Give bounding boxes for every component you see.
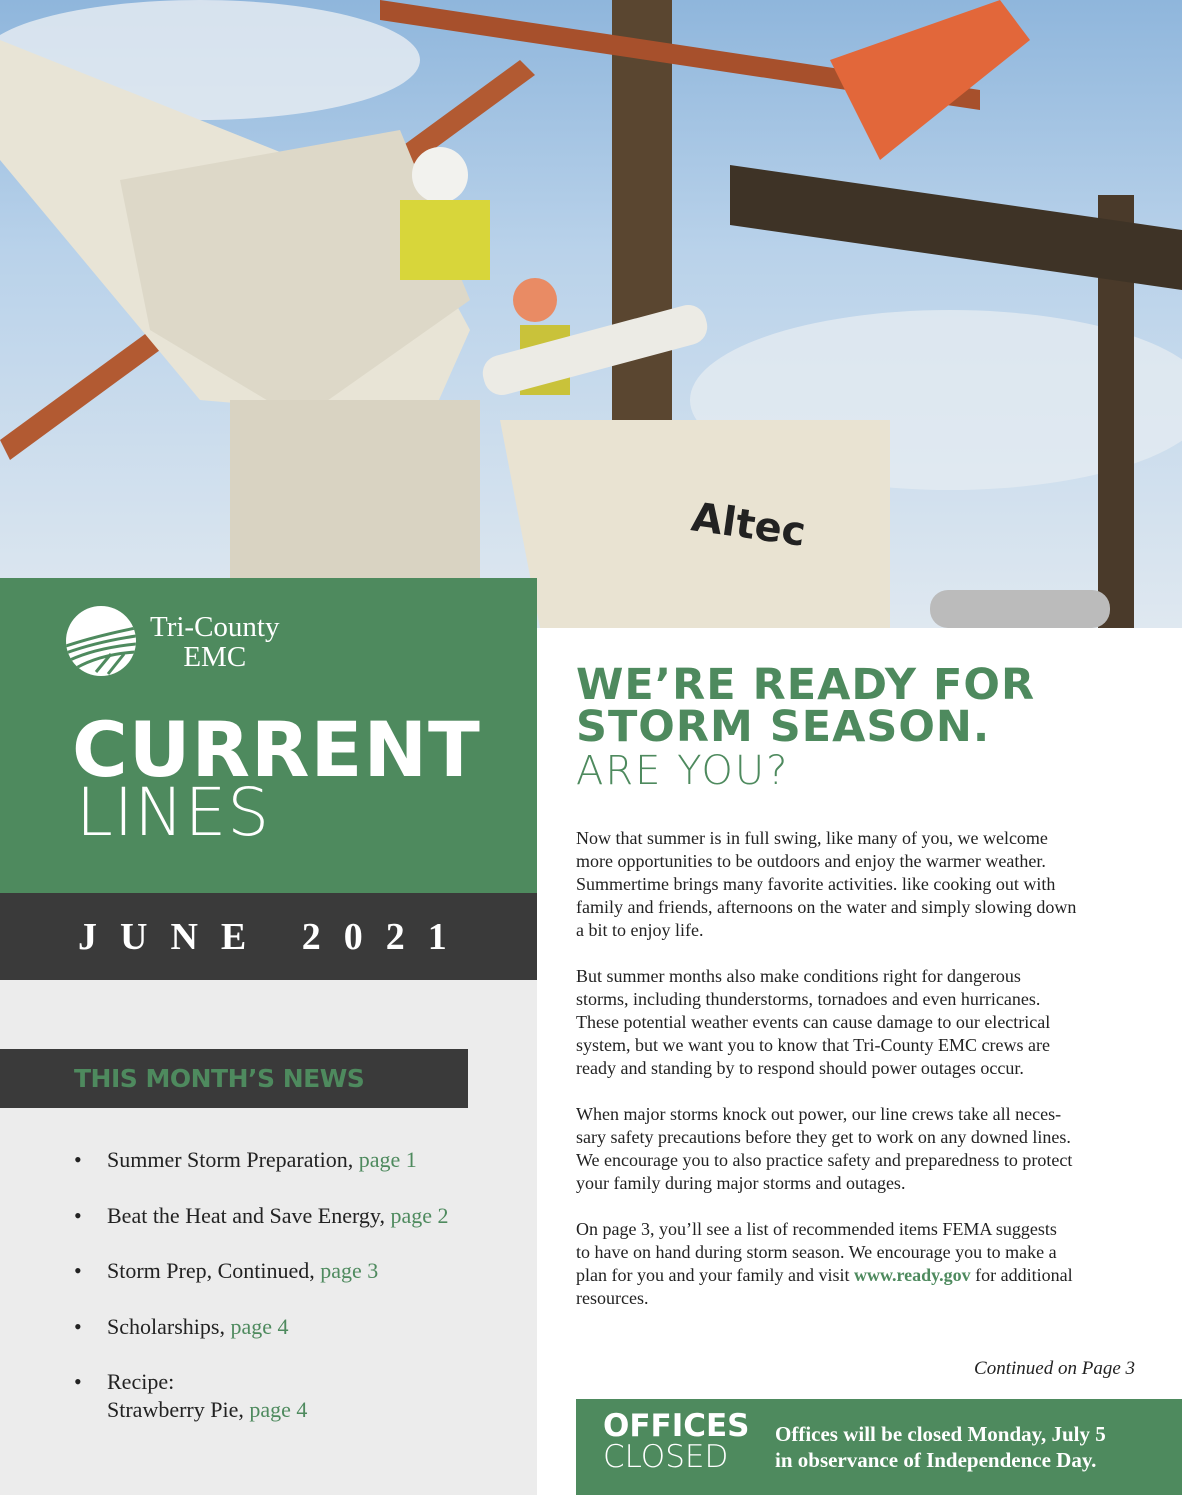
text-line: ready and standing by to respond should power outages occur. [576,1058,1024,1078]
text-line: your family during major storms and outages. [576,1173,906,1193]
paragraph-2 [576,965,1156,1080]
page-link[interactable]: page 2 [390,1202,449,1228]
newsletter-title-bold: CURRENT [72,705,481,794]
headline-line: WE’RE READY FOR [576,660,1036,710]
org-name [150,612,279,672]
text-line: to have on hand during storm season. We encourage you to make a [576,1242,1057,1262]
article-body [576,827,1156,1333]
text-line: family and friends, afternoons on the water and simply slowing down [576,897,1077,917]
news-item: • Scholarships, page 4 [74,1313,449,1341]
org-name-line2: EMC [183,641,247,673]
page-link[interactable]: page 4 [249,1397,308,1422]
paragraph-4 [576,1218,1156,1310]
news-item: • Summer Storm Preparation, page 1 [74,1146,449,1174]
news-list [74,1146,449,1452]
offices-title-bold: OFFICES [603,1408,750,1444]
text-line: These potential weather events can cause damage to our electrical [576,1012,1051,1032]
offices-message [775,1421,1106,1473]
hero-photo-illustration [0,0,1182,628]
message-line: Offices will be closed Monday, July 5 [775,1422,1106,1446]
org-name-line1: Tri-County [150,611,280,643]
masthead [0,578,537,893]
page-link[interactable]: page 1 [358,1147,417,1172]
paragraph-3 [576,1103,1156,1195]
tri-county-emc-logo-icon [66,606,136,676]
news-item: • Beat the Heat and Save Energy, page 2 [74,1202,449,1230]
continued-note: Continued on Page 3 [974,1358,1135,1379]
hero-photo-linemen [0,0,1182,628]
offices-title-light: CLOSED [603,1439,729,1475]
text-line: We encourage you to also practice safety and preparedness to protect [576,1150,1073,1170]
text-line: resources. [576,1288,649,1308]
text-line: sary safety precautions before they get to work on any downed lines. [576,1127,1071,1147]
news-item: • Storm Prep, Continued, page 3 [74,1257,449,1285]
offices-closed-banner [576,1399,1182,1495]
issue-date: JUNE 2021 [0,893,537,980]
text-line: storms, including thunderstorms, tornadoes and even hurricanes. [576,989,1041,1009]
text-line: When major storms knock out power, our line crews take all neces- [576,1104,1062,1124]
news-heading: THIS MONTH’S NEWS [0,1049,468,1108]
headline-subline: ARE YOU? [576,748,790,794]
text-line: more opportunities to be outdoors and enjoy the warmer weather. [576,851,1046,871]
text-line: Now that summer is in full swing, like many of you, we welcome [576,828,1048,848]
message-line: in observance of Independence Day. [775,1448,1097,1472]
newsletter-title-light: LINES [76,774,271,851]
news-item: • Recipe: Strawberry Pie, page 4 [74,1368,449,1424]
headline-line: STORM SEASON. [576,702,991,752]
text-line: a bit to enjoy life. [576,920,704,940]
text-line: On page 3, you’ll see a list of recommended items FEMA suggests [576,1219,1057,1239]
ready-gov-link[interactable]: www.ready.gov [853,1265,971,1285]
page-link[interactable]: page 3 [320,1258,379,1283]
text-line: But summer months also make conditions right for dangerous [576,966,1021,986]
text-line: system, but we want you to know that Tri-County EMC crews are [576,1035,1050,1055]
text-line: plan for you and your family and visit www.ready.gov for additional [576,1265,1073,1285]
text-line: Summertime brings many favorite activities. like cooking out with [576,874,1056,894]
article-headline [576,660,1036,794]
paragraph-1 [576,827,1156,942]
altec-brand-text: Altec [688,494,809,556]
page-link[interactable]: page 4 [230,1313,289,1339]
